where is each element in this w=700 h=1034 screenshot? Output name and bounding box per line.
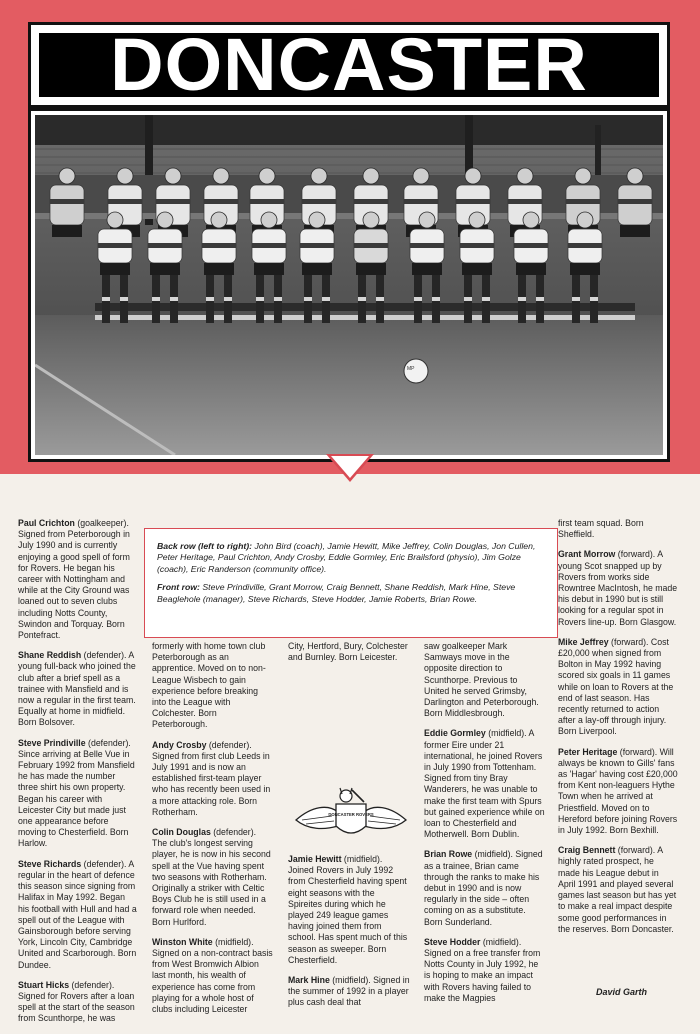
author-signature: David Garth	[596, 987, 648, 997]
caption-front-row-names: Steve Prindiville, Grant Morrow, Craig Bennett, Shane Reddish, Mark Hine, Steve Beaglehole (manager), Steve Richards, Steve Hodder, Jamie Roberts, Brian Rowe.	[157, 582, 516, 604]
player-bio	[424, 641, 545, 719]
player-bio-text: (defender). Since arriving at Belle Vue in February 1992 from Mansfield he has made the number three shirt his own property. Began his career with Leicester City but made just one appearance before moving to Chesterfield. Born Harlow.	[18, 737, 135, 849]
player-bio	[18, 650, 137, 728]
team-photo-frame	[28, 108, 670, 462]
title-banner	[39, 23, 659, 106]
player-name: Winston White	[152, 936, 213, 947]
player-name: Jamie Hewitt	[288, 854, 342, 864]
player-name: Mark Hine	[288, 975, 330, 986]
player-bio-text: (defender). Signed for Rovers after a loan spell at the start of the season from Scunthorpe, he was	[18, 979, 135, 1024]
player-bio	[152, 937, 273, 1015]
player-bio	[424, 728, 545, 840]
player-bio-text: formerly with home town club Peterborough as an apprentice. Moved on to non-League Wisbech to gain experience before breaking into the League with Colchester. Born Peterborough.	[152, 641, 266, 730]
player-bio-text: first team squad. Born Sheffield.	[558, 518, 644, 540]
caption-front-row	[157, 582, 545, 605]
player-bio-text: (defender). A young full-back who joined the club after a brief spell as a trainee with Mansfield and is now a regular in the first team. Equally at home in midfield. Born Bolsover.	[18, 650, 136, 728]
player-name: Mike Jeffrey	[558, 636, 609, 647]
player-bio-text: (forward). Cost £20,000 when signed from Bolton in May 1992 having scored six goals in 11 games while on loan to Rovers at the end of last season. Has recently returned to action after a lay-off through injury. Born Liverpool.	[558, 636, 674, 737]
player-name: Paul Crichton	[18, 518, 75, 528]
player-name: Colin Douglas	[152, 827, 211, 838]
club-crest	[292, 786, 410, 842]
team-photo-image	[35, 115, 663, 455]
caption-back-row	[157, 541, 545, 575]
player-name: Craig Bennett	[558, 845, 616, 856]
player-bio-text: (midfield). Signed as a trainee, Brian came through the ranks to make his debut in 1990 and is now regularly in the side – often coming on as a substitute. Born Sunderland.	[424, 849, 543, 927]
player-bio-text: (midfield). A former Eire under 21 international, he joined Rovers in July 1990 from Tottenham. Signed from tiny Bray Wanderers, he was unable to make the first team with Spurs but gained experience while on loan to Chesterfield and Motherwell. Born Dublin.	[424, 728, 545, 840]
player-name: Shane Reddish	[18, 650, 82, 661]
caption-pointer	[326, 454, 374, 484]
photo-caption	[144, 528, 558, 638]
player-bio	[152, 740, 273, 818]
text-column-3	[288, 854, 410, 1018]
player-name: Steve Prindiville	[18, 737, 86, 748]
player-bio	[558, 518, 678, 540]
player-bio-text: (midfield). Signed on a free transfer from Notts County in July 1992, he is hoping to make an impact with Rovers having failed to make the Magpies	[424, 936, 541, 1003]
player-bio-text: (forward). A highly rated prospect, he made his League debut in April 1991 and played several games last season but has yet to make a real impact despite some good performances in the reserves. Born Doncaster.	[558, 845, 677, 934]
player-bio-text: (forward). A young Scot snapped up by Rovers from works side Rowntree MacIntosh, he made his debut in 1990 but is still looking for a regular spot in Rovers line-up. Born Glasgow.	[558, 549, 678, 627]
player-bio	[558, 637, 678, 738]
player-bio	[18, 980, 137, 1025]
text-column-4	[424, 641, 545, 1013]
svg-text:MP: MP	[407, 366, 415, 372]
caption-back-row-names: John Bird (coach), Jamie Hewitt, Mike Jeffrey, Colin Douglas, Jon Cullen, Peter Heritage, Paul Crichton, Andy Crosby, Eddie Gormley, Eric Brailsford (physio), Jim Golze (coach), Eric Randerson (community office).	[157, 541, 536, 574]
player-bio	[18, 738, 137, 850]
caption-front-row-label: Front row:	[157, 582, 200, 593]
player-bio-text: (defender). Signed from first club Leeds in July 1991 and is now an established first-team player who has recently been used in a more attacking role. Born Rotherham.	[152, 739, 271, 817]
player-bio-text: (midfield). Signed in the summer of 1992 in a player plus cash deal that	[288, 975, 410, 1008]
player-bio-text: (midfield). Signed on a non-contract basis from West Bromwich Albion last month, his wealth of experience has come from playing for a whole host of clubs including Leicester	[152, 936, 273, 1015]
player-name: Peter Heritage	[558, 746, 618, 757]
player-bio	[152, 827, 273, 928]
player-bio-text: saw goalkeeper Mark Samways move in the opposite direction to Scunthorpe. Previous to United he served Grimsby, Darlington and Peterborough. Born Middlesbrough.	[424, 641, 539, 719]
player-bio	[288, 854, 410, 966]
crest-text: DONCASTER ROVERS	[328, 812, 374, 817]
column-3-intro: City, Hertford, Bury, Colchester and Burnley. Born Leicester.	[288, 641, 408, 663]
page-title: DONCASTER	[110, 23, 588, 106]
player-bio-text: (defender). A regular in the heart of defence this season since signing from Halifax in May 1992. Began his football with Hull and had a spell out of the League with Gainsborough before serving York, Lincoln City, Cambridge United and Scarborough. Born Dundee.	[18, 858, 137, 970]
player-bio	[424, 937, 545, 1004]
text-column-1	[18, 518, 137, 1034]
caption-back-row-label: Back row (left to right):	[157, 541, 253, 551]
text-column-5	[558, 518, 678, 944]
player-name: Andy Crosby	[152, 739, 207, 750]
player-bio	[288, 975, 410, 1009]
player-name: Stuart Hicks	[18, 979, 70, 990]
player-bio	[18, 859, 137, 971]
team-photo	[35, 115, 663, 455]
text-column-2	[152, 641, 273, 1024]
player-bio-text: (forward). Will always be known to Gills' fans as 'Hagar' having cost £20,000 from Kent non-leaguers Hythe Town when he arrived at Priestfield. Moved on to Hereford before joining Rovers in July 1992. Born Bexhill.	[558, 746, 678, 836]
player-bio-text: (goalkeeper). Signed from Peterborough in July 1990 and is currently enjoying a good spell of form for Rovers. He began his career with Nottingham and while at the City Ground was loaned out to seven clubs including Notts County, Swindon and Torquay. Born Pontefract.	[18, 518, 130, 641]
player-bio	[424, 849, 545, 927]
player-bio	[558, 747, 678, 837]
player-name: Brian Rowe	[424, 849, 473, 860]
player-name: Steve Richards	[18, 858, 82, 869]
player-bio	[558, 549, 678, 627]
title-panel	[28, 22, 670, 108]
player-bio-text: (defender). The club's longest serving player, he is now in his second spell at the Vue having spent two seasons with Rotherham. Originally a striker with Celtic Boys Club he is still used in a forward role when needed. Born Hurlford.	[152, 827, 271, 927]
player-bio	[558, 845, 678, 935]
player-bio-text: (midfield). Joined Rovers in July 1992 from Chesterfield having spent eight seasons with the Spireites during which he played 249 league games having joined them from school. Has spent much of this season as sweeper. Born Chesterfield.	[288, 854, 408, 965]
player-name: Grant Morrow	[558, 549, 616, 560]
player-bio	[152, 641, 273, 731]
text-column-3-top	[288, 641, 410, 672]
player-bio	[18, 518, 137, 641]
player-name: Eddie Gormley	[424, 728, 486, 739]
player-name: Steve Hodder	[424, 936, 481, 947]
